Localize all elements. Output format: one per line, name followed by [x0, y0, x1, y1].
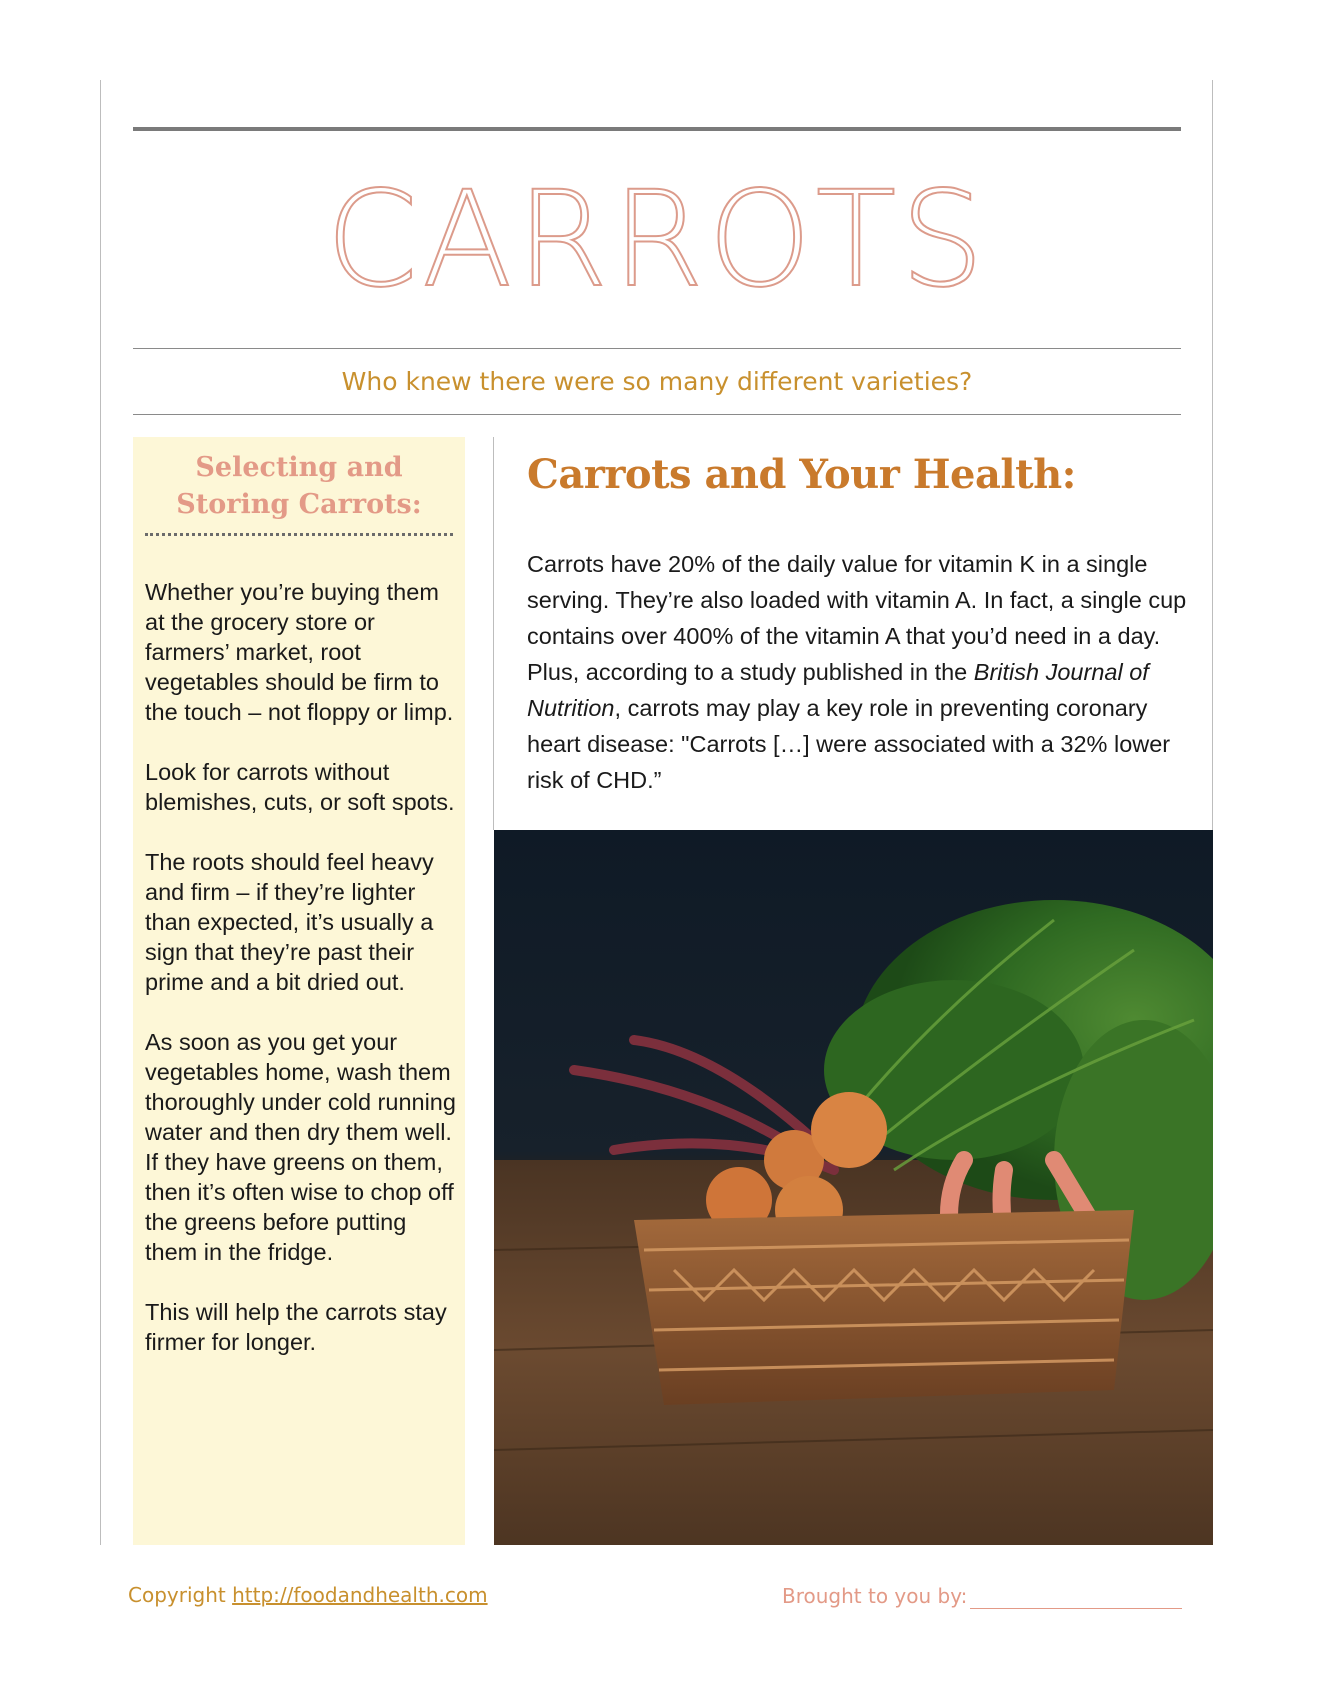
page-frame-left-rule: [100, 80, 101, 1545]
sponsor-blank-line: [970, 1608, 1182, 1609]
subtitle-top-rule: [133, 348, 1181, 349]
subtitle-bottom-rule: [133, 414, 1181, 415]
journal-name: British Journal of Nutrition: [527, 659, 1149, 721]
sidebar-title-line-1: Selecting and: [195, 452, 403, 483]
copyright-label: Copyright: [128, 1583, 233, 1607]
health-section-title: Carrots and Your Health:: [527, 451, 1076, 498]
sidebar-paragraph: This will help the carrots stay firmer for longer.: [145, 1299, 447, 1355]
sidebar-dotted-divider: [145, 533, 453, 536]
carrots-basket-photo: [494, 830, 1213, 1545]
sidebar-paragraph: As soon as you get your vegetables home, wash them thoroughly under cold running water and then dry them well.: [145, 1029, 456, 1145]
health-body-text: Carrots have 20% of the daily value for vitamin K in a single serving. They’re also loaded with vitamin A. In fact, a single cup contains over 400% of the vitamin A that you’d need in a day. Plus, according to a study published in the: [527, 551, 1187, 685]
sidebar-paragraph: Look for carrots without blemishes, cuts, or soft spots.: [145, 759, 455, 815]
column-divider: [493, 437, 494, 830]
brought-to-you-by-label: Brought to you by:: [782, 1584, 968, 1608]
copyright-link[interactable]: http://foodandhealth.com: [232, 1583, 488, 1607]
page-subtitle: Who knew there were so many different varieties?: [341, 367, 973, 396]
header-top-rule: [133, 127, 1181, 131]
page-title: CARROTS: [325, 163, 989, 317]
health-body-text-end: , carrots may play a key role in preventing coronary heart disease: "Carrots […] were associated with a 32% lower risk of CHD.”: [527, 695, 1171, 793]
sidebar-title: [133, 449, 465, 523]
copyright-footer: [128, 1580, 488, 1610]
sidebar-paragraph: The roots should feel heavy and firm – if they’re lighter than expected, it’s usually a sign that they’re past their prime and a bit dried out.: [145, 849, 434, 995]
selecting-storing-sidebar: [133, 437, 465, 1545]
sidebar-body: [145, 577, 459, 1387]
health-section-body: [527, 546, 1187, 798]
sidebar-paragraph: If they have greens on them, then it’s often wise to chop off the greens before putting them in the fridge.: [145, 1149, 454, 1265]
sidebar-title-line-2: Storing Carrots:: [176, 489, 422, 520]
sidebar-paragraph: Whether you’re buying them at the grocery store or farmers’ market, root vegetables should be firm to the touch – not floppy or limp.: [145, 579, 454, 725]
